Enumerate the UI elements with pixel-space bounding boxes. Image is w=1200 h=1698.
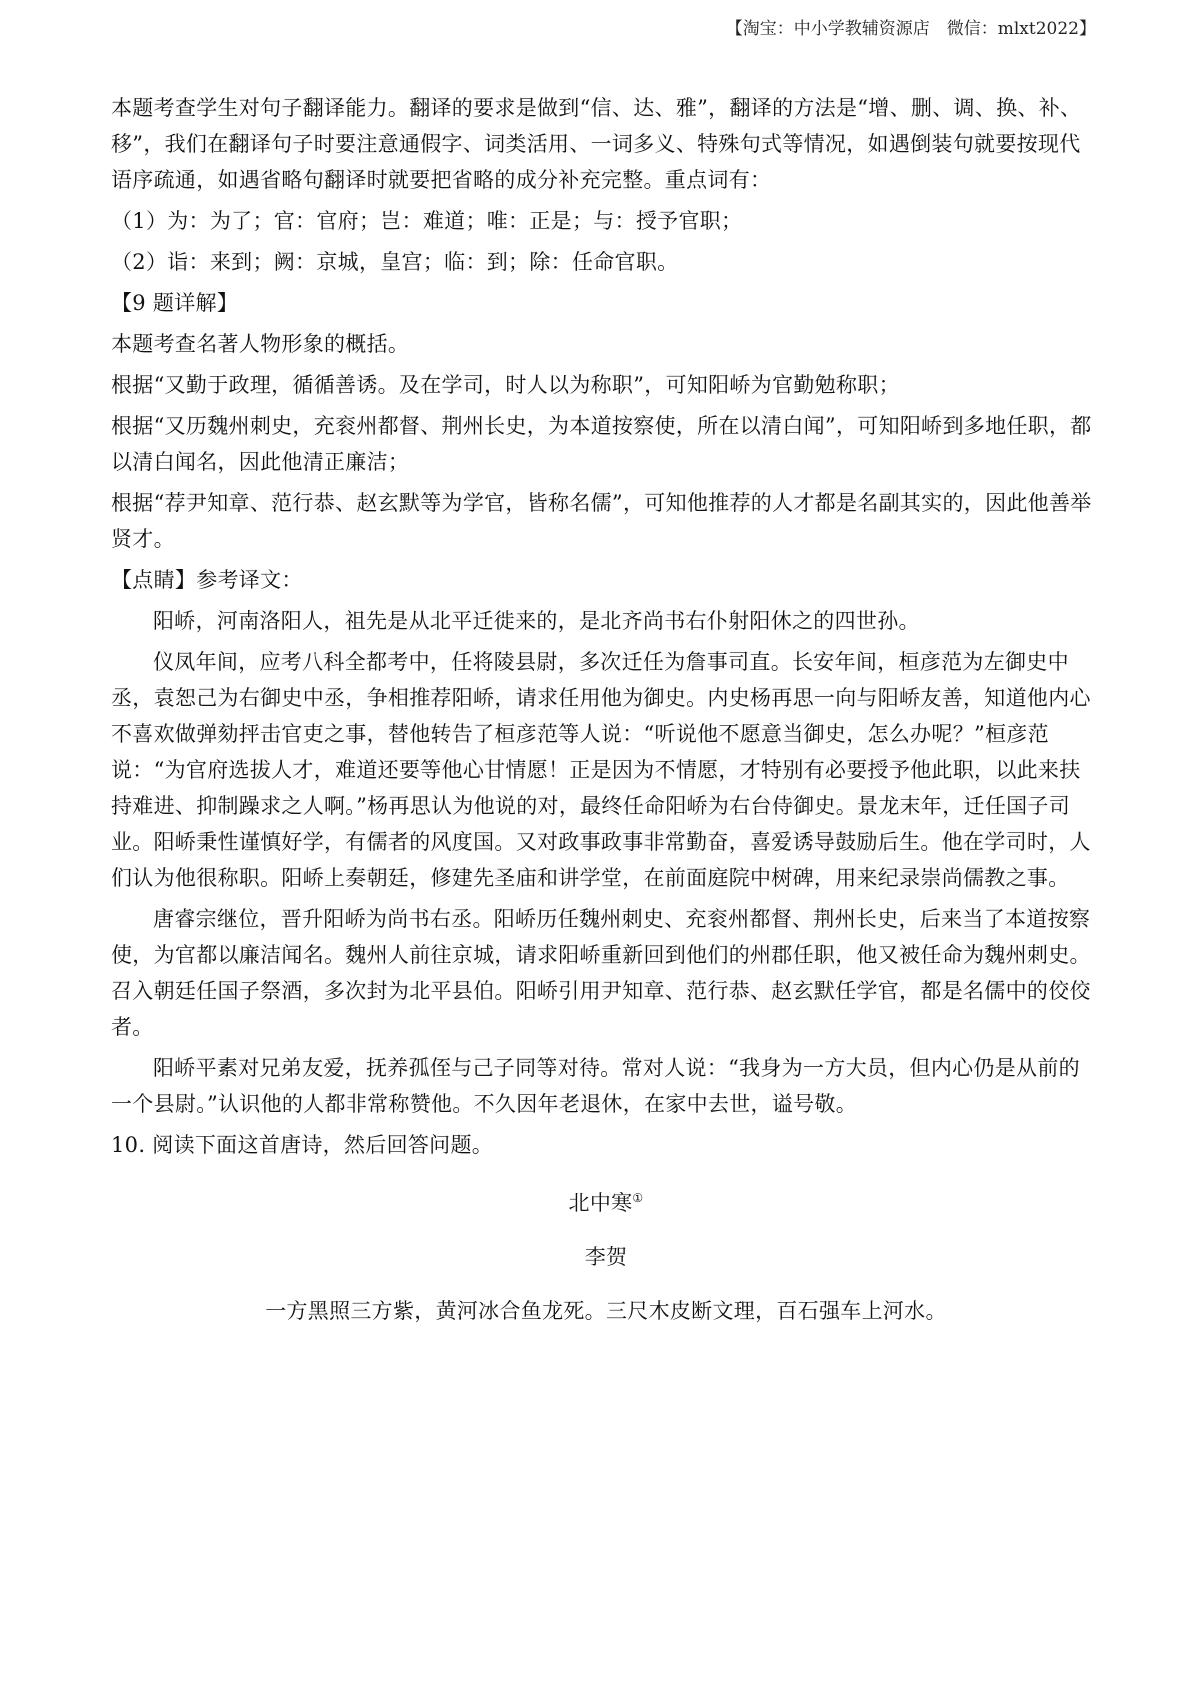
translation-paragraph: 阳峤，河南洛阳人，祖先是从北平迁徙来的，是北齐尚书右仆射阳休之的四世孙。 bbox=[153, 609, 920, 633]
document-body bbox=[111, 90, 1101, 1329]
page-header: 【淘宝：中小学教辅资源店 微信：mlxt2022】 bbox=[725, 19, 1096, 39]
translation-paragraph: 唐睿宗继位，晋升阳峤为尚书右丞。阳峤历任魏州刺史、充衮州都督、荆州长史，后来当了本道按察使，为官都以廉洁闻名。魏州人前往京城，请求阳峤重新回到他们的州郡任职，他又被任命为魏州刺史。召入朝廷任国子祭酒，多次封为北平县伯。阳峤引用尹知章、范行恭、赵玄默任学官，都是名儒中的佼佼者。 bbox=[111, 907, 1091, 1039]
poem-line: 一方黑照三方紫，黄河冰合鱼龙死。三尺木皮断文理，百石强车上河水。 bbox=[265, 1299, 947, 1323]
poem-author: 李贺 bbox=[584, 1245, 628, 1269]
question-10-stem: 10. 阅读下面这首唐诗，然后回答问题。 bbox=[111, 1133, 494, 1157]
section-heading-9: 【9 题详解】 bbox=[111, 291, 239, 315]
analysis9-line: 根据“又历魏州刺史，充衮州都督、荆州长史，为本道按察使，所在以清白闻”，可知阳峤到多地任职，都以清白闻名，因此他清正廉洁； bbox=[111, 414, 1092, 474]
analysis9-line: 本题考查名著人物形象的概括。 bbox=[111, 332, 410, 356]
translation-paragraph: 阳峤平素对兄弟友爱，抚养孤侄与己子同等对待。常对人说：“我身为一方大员，但内心仍是从前的一个县尉。”认识他的人都非常称赞他。不久因年老退休，在家中去世，谥号敬。 bbox=[111, 1056, 1080, 1116]
analysis8-line: （1）为：为了；官：官府；岂：难道；唯：正是；与：授予官职； bbox=[111, 209, 743, 233]
analysis9-line: 根据“又勤于政理，循循善诱。及在学司，时人以为称职”，可知阳峤为官勤勉称职； bbox=[111, 373, 900, 397]
analysis9-line: 根据“荐尹知章、范行恭、赵玄默等为学官，皆称名儒”，可知他推荐的人才都是名副其实的，因此他善举贤才。 bbox=[111, 491, 1092, 551]
translation-paragraph: 仪凤年间，应考八科全都考中，任将陵县尉，多次迁任为詹事司直。长安年间，桓彦范为左御史中丞，袁恕己为右御史中丞，争相推荐阳峤，请求任用他为御史。内史杨再思一向与阳峤友善，知道他内心不喜欢做弹劾抨击官吏之事，替他转告了桓彦范等人说：“听说他不愿意当御史，怎么办呢？”桓彦范说：“为官府选拔人才，难道还要等他心甘情愿！正是因为不情愿，才特别有必要授予他此职，以此来扶持难进、抑制躁求之人啊。”杨再思认为他说的对，最终任命阳峤为右台侍御史。景龙末年，迁任国子司业。阳峤秉性谨慎好学，有儒者的风度国。又对政事政事非常勤奋，喜爱诱导鼓励后生。他在学司时，人们认为他很称职。阳峤上奏朝廷，修建先圣庙和讲学堂，在前面庭院中树碑，用来纪录崇尚儒教之事。 bbox=[111, 650, 1091, 890]
analysis8-line: 本题考查学生对句子翻译能力。翻译的要求是做到“信、达、雅”，翻译的方法是“增、删、调、换、补、移”，我们在翻译句子时要注意通假字、词类活用、一词多义、特殊句式等情况，如遇倒装句就要按现代语序疏通，如遇省略句翻译时就要把省略的成分补充完整。重点词有： bbox=[111, 96, 1082, 192]
footnote-marker: ① bbox=[632, 1191, 644, 1205]
analysis8-line: （2）诣：来到；阙：京城，皇宫；临：到；除：任命官职。 bbox=[111, 250, 679, 274]
poem-title: 北中寒① bbox=[568, 1191, 644, 1215]
translation-heading: 【点睛】参考译文： bbox=[111, 568, 303, 592]
